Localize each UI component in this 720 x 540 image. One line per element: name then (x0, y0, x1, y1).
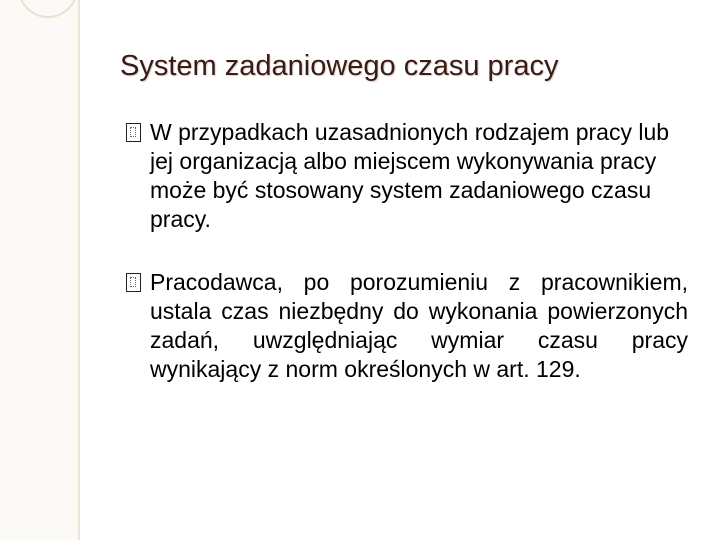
slide-content (120, 118, 688, 418)
bullet-text-2: Pracodawca, po porozumieniu z pracownikiem, ustala czas niezbędny do wykonania powierzonych zadań, uwzględniając wymiar czasu pracy wynikający z norm określonych w art. 129. (150, 269, 688, 382)
corner-ring-decoration (18, 0, 78, 18)
bullet-paragraph-1 (120, 118, 688, 234)
left-decorative-border (0, 0, 80, 540)
missing-glyph-bullet-icon (126, 123, 141, 142)
bullet-paragraph-2 (120, 268, 688, 384)
bullet-text-1: W przypadkach uzasadnionych rodzajem pracy lub jej organizacją albo miejscem wykonywania pracy może być stosowany system zadaniowego czasu pracy. (150, 119, 670, 232)
missing-glyph-bullet-icon (126, 273, 141, 292)
slide-title: System zadaniowego czasu pracy (120, 50, 559, 82)
